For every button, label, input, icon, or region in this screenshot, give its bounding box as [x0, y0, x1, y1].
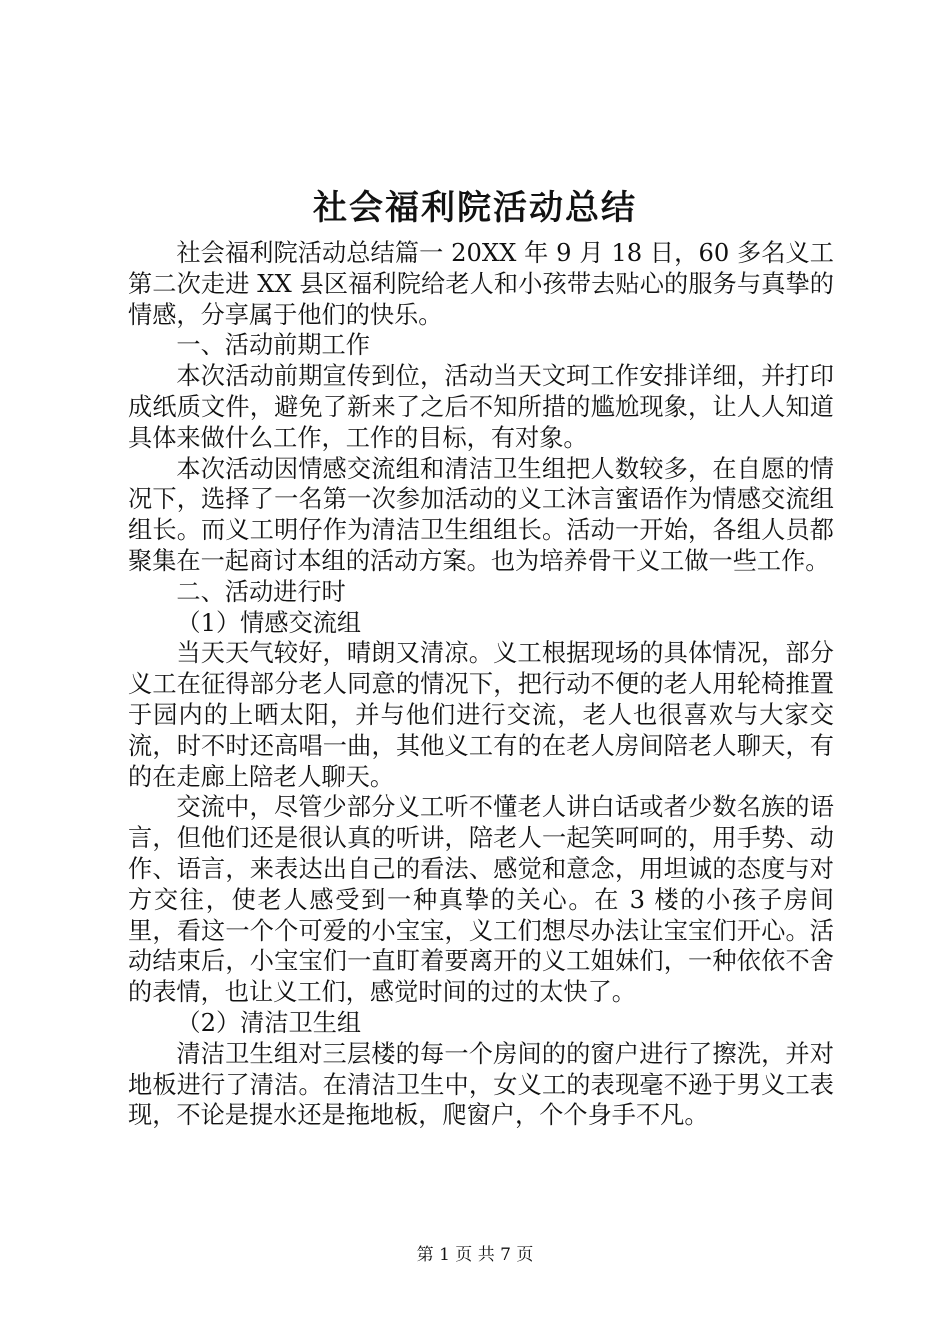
subsection-heading-2: （2）清洁卫生组: [176, 1008, 362, 1037]
paragraph-intro: 社会福利院活动总结篇一 20XX 年 9 月 18 日，60 多名义工第二次走进 XX 县区福利院给老人和小孩带去贴心的服务与真挚的情感，分享属于他们的快乐。: [128, 239, 834, 329]
paragraph-publicity: 本次活动前期宣传到位，活动当天文珂工作安排详细，并打印成纸质文件，避免了新来了之后不知所措的尴尬现象，让人人知道具体来做什么工作，工作的目标，有对象。: [128, 362, 834, 452]
document-body: [128, 238, 834, 1131]
paragraph-cleaning: 清洁卫生组对三层楼的每一个房间的的窗户进行了擦洗，并对地板进行了清洁。在清洁卫生中，女义工的表现毫不逊于男义工表现，不论是提水还是拖地板，爬窗户，个个身手不凡。: [128, 1039, 834, 1130]
paragraph-group-leaders: 本次活动因情感交流组和清洁卫生组把人数较多，在自愿的情况下，选择了一名第一次参加活动的义工沐言蜜语作为情感交流组组长。而义工明仔作为清洁卫生组组长。活动一开始，各组人员都聚集在一起商讨本组的活动方案。也为培养骨干义工做一些工作。: [128, 454, 834, 575]
subsection-heading-1: （1）情感交流组: [176, 608, 362, 637]
document-title: 社会福利院活动总结: [313, 188, 637, 228]
section-heading-2: 二、活动进行时: [176, 577, 346, 606]
paragraph-communication: 交流中，尽管少部分义工听不懂老人讲白话或者少数名族的语言，但他们还是很认真的听讲，陪老人一起笑呵呵的，用手势、动作、语言，来表达出自己的看法、感觉和意念，用坦诚的态度与对方交往，使老人感受到一种真挚的关心。在 3 楼的小孩子房间里，看这一个个可爱的小宝宝，义工们想尽办法让宝宝们开心。活动结束后，小宝宝们一直盯着要离开的义工姐妹们，一种依依不舍的表情，也让义工们，感觉时间的过的太快了。: [128, 793, 834, 1007]
page-number-footer: 第 1 页 共 7 页: [416, 1245, 534, 1265]
paragraph-weather: 当天天气较好，晴朗又清凉。义工根据现场的具体情况，部分义工在征得部分老人同意的情况下，把行动不便的老人用轮椅推置于园内的上晒太阳，并与他们进行交流，老人也很喜欢与大家交流，时不时还高唱一曲，其他义工有的在老人房间陪老人聊天，有的在走廊上陪老人聊天。: [128, 639, 834, 791]
section-heading-1: 一、活动前期工作: [176, 331, 370, 360]
